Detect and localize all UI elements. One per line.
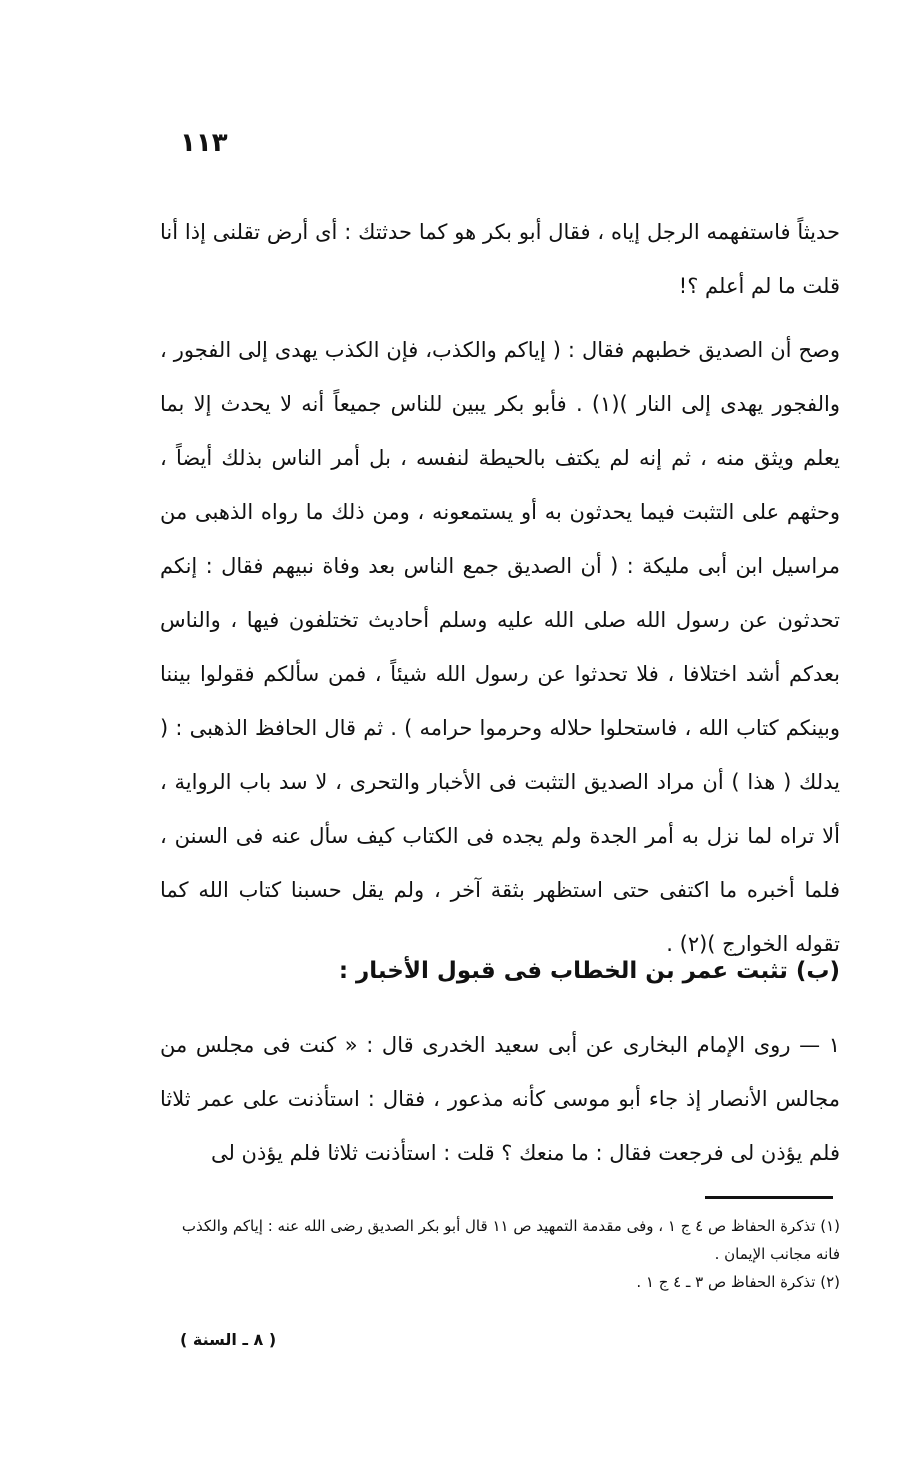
signature-mark: ( ٨ ـ السنة ) bbox=[180, 1330, 277, 1349]
main-text bbox=[160, 205, 840, 981]
footnote-divider bbox=[705, 1196, 833, 1199]
section-heading: (ب) تثبت عمر بن الخطاب فى قبول الأخبار : bbox=[338, 958, 840, 984]
section-paragraph: ١ — روى الإمام البخارى عن أبى سعيد الخدرى قال : « كنت فى مجلس من مجالس الأنصار إذ جاء أبو موسى كأنه مذعور ، فقال : استأذنت على عمر ثلاثا فلم يؤذن لى فرجعت فقال : ما منعك ؟ قلت : استأذنت ثلاثا فلم يؤذن لى bbox=[160, 1033, 840, 1165]
paragraph-1: حديثاً فاستفهمه الرجل إياه ، فقال أبو بكر هو كما حدثتك : أى أرض تقلنى إذا أنا قلت ما لم أعلم ؟! bbox=[160, 220, 840, 298]
footnote-1: (١) تذكرة الحفاظ ص ٤ ج ١ ، وفى مقدمة التمهيد ص ١١ قال أبو بكر الصديق رضى الله عنه : إياكم والكذب فانه مجانب الإيمان . bbox=[181, 1217, 840, 1263]
footnote-2: (٢) تذكرة الحفاظ ص ٣ ـ ٤ ج ١ . bbox=[636, 1273, 840, 1291]
paragraph-2: وصح أن الصديق خطبهم فقال : ( إياكم والكذب، فإن الكذب يهدى إلى الفجور ، والفجور يهدى إلى النار )(١) . فأبو بكر يبين للناس جميعاً أنه لا يحدث إلا بما يعلم ويثق منه ، ثم إنه لم يكتف بالحيطة لنفسه ، بل أمر الناس بذلك أيضاً ، وحثهم على التثبت فيما يحدثون به أو يستمعونه ، ومن ذلك ما رواه الذهبى من مراسيل ابن أبى مليكة : ( أن الصديق جمع الناس بعد وفاة نبيهم فقال : إنكم تحدثون عن رسول الله صلى الله عليه وسلم أحاديث تختلفون فيها ، والناس بعدكم أشد اختلافا ، فلا تحدثوا عن رسول الله شيئاً ، فمن سألكم فقولوا بيننا وبينكم كتاب الله ، فاستحلوا حلاله وحرموا حرامه ) . ثم قال الحافظ الذهبى : ( يدلك ( هذا ) أن مراد الصديق التثبت فى الأخبار والتحرى ، لا سد باب الرواية ، ألا تراه لما نزل به أمر الجدة ولم يجده فى الكتاب كيف سأل عنه فى السنن ، فلما أخبره ما اكتفى حتى استظهر بثقة آخر ، ولم يقل حسبنا كتاب الله كما تقوله الخوارج )(٢) . bbox=[160, 338, 840, 956]
page-number: ١١٣ bbox=[180, 128, 228, 158]
footnotes bbox=[165, 1212, 840, 1296]
